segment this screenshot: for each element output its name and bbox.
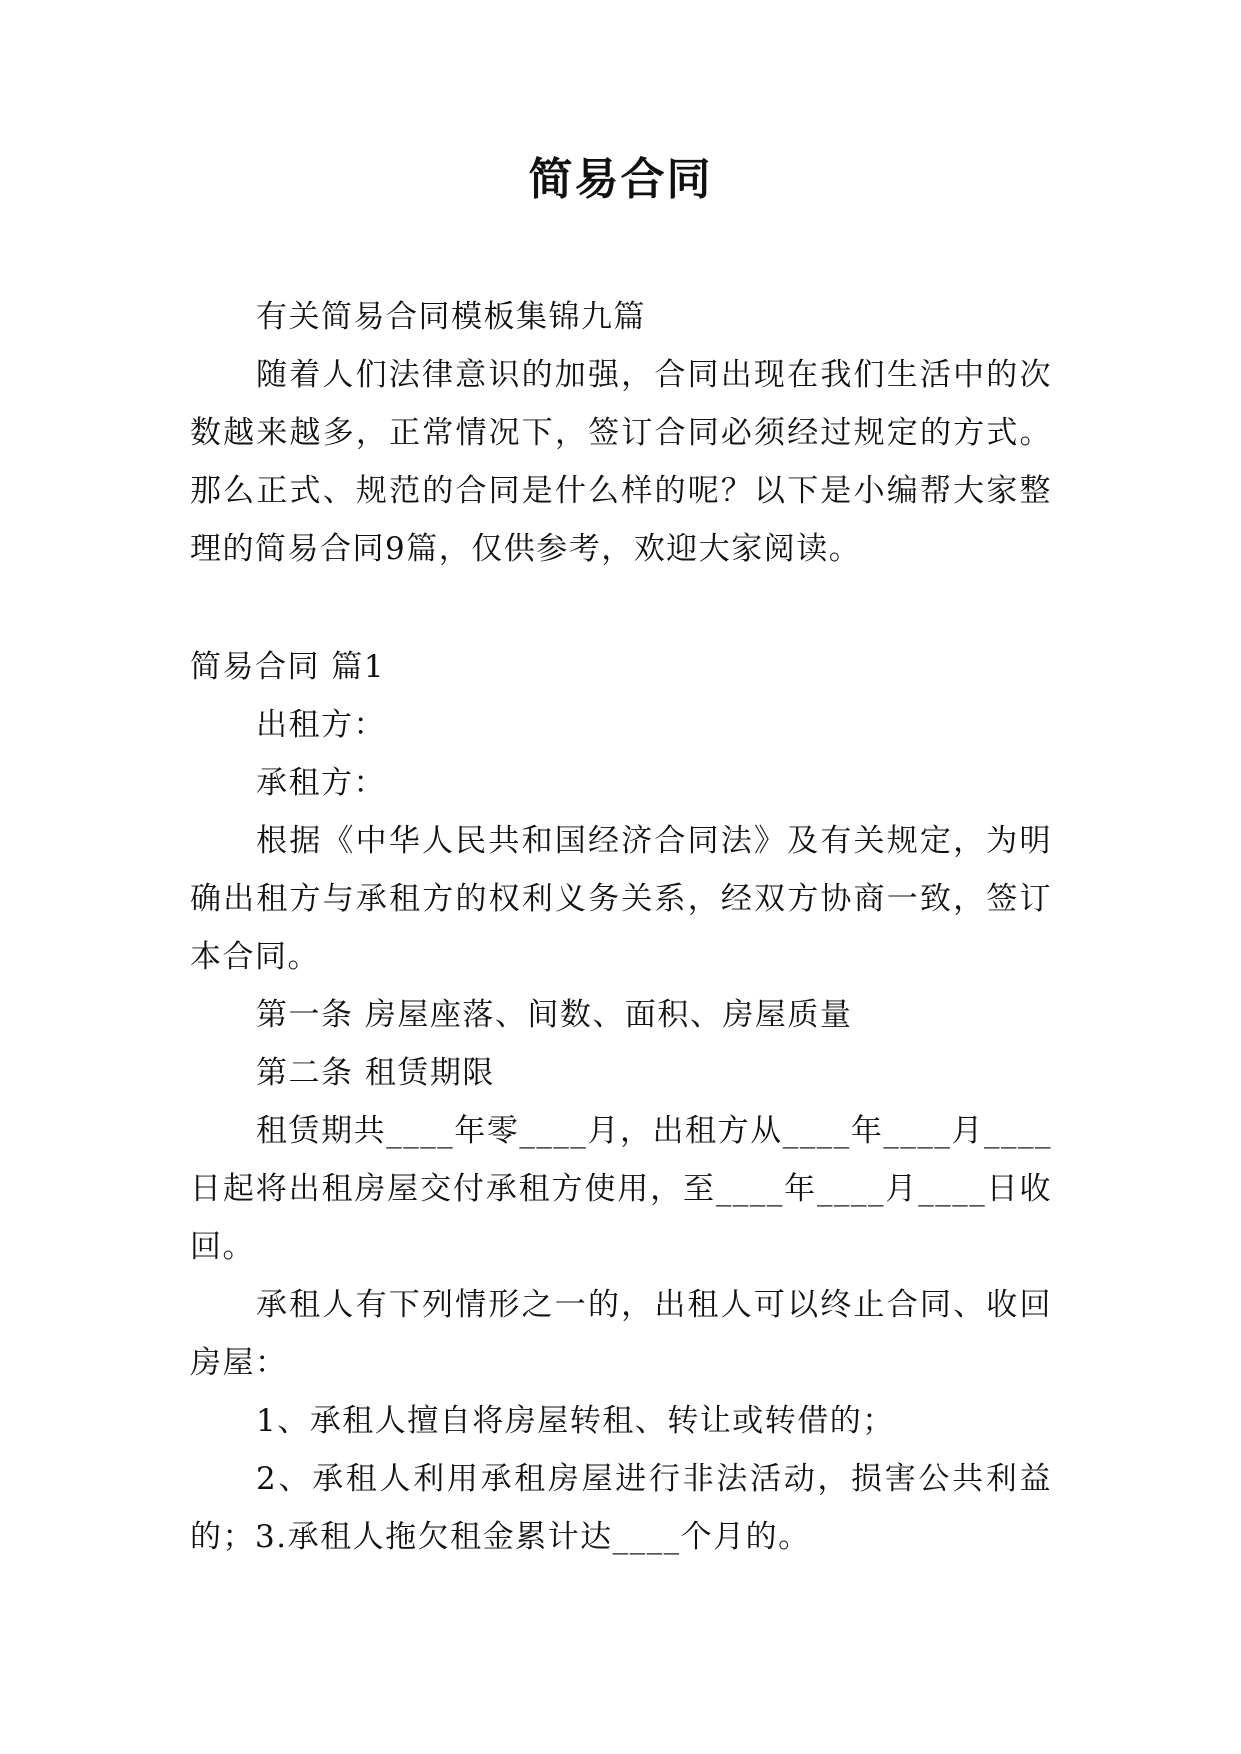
intro-paragraph: 随着人们法律意识的加强，合同出现在我们生活中的次数越来越多，正常情况下，签订合同必须经过规定的方式。那么正式、规范的合同是什么样的呢？以下是小编帮大家整理的简易合同9篇，仅供参考，欢迎大家阅读。 <box>190 357 1052 567</box>
lease-term-paragraph: 租赁期共____年零____月，出租方从____年____月____日起将出租房屋交付承租方使用，至____年____月____日收回。 <box>190 1113 1052 1265</box>
intro-subtitle: 有关简易合同模板集锦九篇 <box>256 299 646 335</box>
termination-conditions-paragraph: 承租人有下列情形之一的，出租人可以终止合同、收回房屋： <box>190 1287 1052 1381</box>
condition-item-1: 1、承租人擅自将房屋转租、转让或转借的； <box>256 1403 895 1439</box>
section-heading: 简易合同 篇1 <box>190 649 386 685</box>
document-body <box>190 288 1052 1566</box>
condition-item-2-3: 2、承租人利用承租房屋进行非法活动，损害公共利益的；3.承租人拖欠租金累计达____个月的。 <box>190 1461 1052 1555</box>
lessee-label: 承租方： <box>256 765 386 801</box>
lessor-label: 出租方： <box>256 707 386 743</box>
article-2-heading: 第二条 租赁期限 <box>256 1055 495 1091</box>
document-title: 简易合同 <box>528 154 713 205</box>
article-1-heading: 第一条 房屋座落、间数、面积、房屋质量 <box>256 997 853 1033</box>
preamble-paragraph: 根据《中华人民共和国经济合同法》及有关规定，为明确出租方与承租方的权利义务关系，经双方协商一致，签订本合同。 <box>190 823 1052 975</box>
